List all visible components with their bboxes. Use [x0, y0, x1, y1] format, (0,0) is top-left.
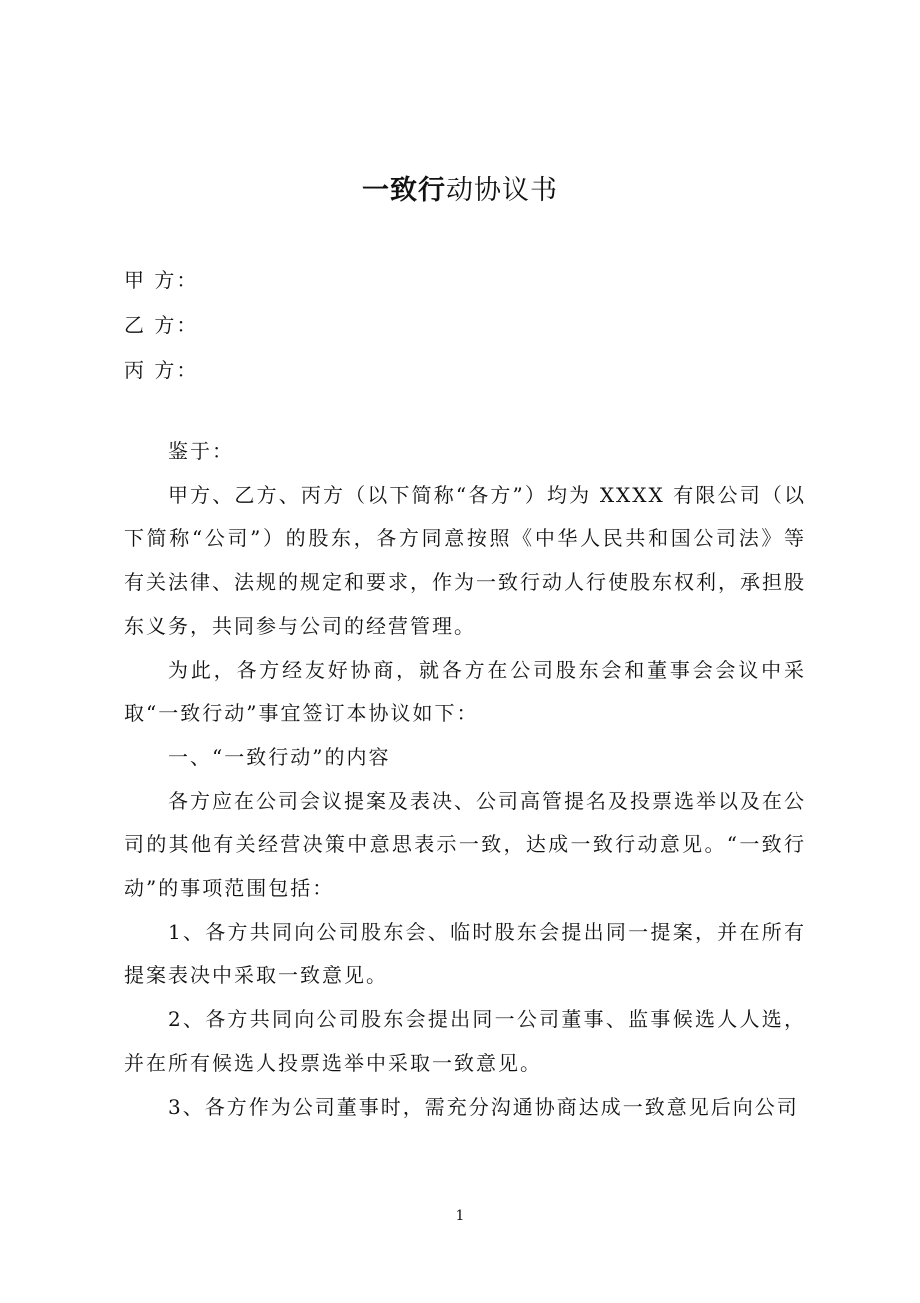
party-c-line: 丙 方：	[124, 358, 199, 382]
clause-3: 3、各方作为公司董事时，需充分沟通协商达成一致意见后向公司	[168, 1094, 799, 1119]
clause-2: 2、各方共同向公司股东会提出同一公司董事、监事候选人人选，并在所有候选人投票选举中采取一致意见。	[124, 1007, 806, 1075]
party-a-line: 甲 方：	[124, 268, 199, 292]
section-heading-1: 一、“一致行动”的内容	[168, 744, 391, 769]
paragraph-agreement-intro: 为此，各方经友好协商，就各方在公司股东会和董事会会议中采取“一致行动”事宜签订本协议如下：	[124, 657, 806, 726]
paragraph-scope: 各方应在公司会议提案及表决、公司高管提名及投票选举以及在公司的其他有关经营决策中意思表示一致，达成一致行动意见。“一致行动”的事项范围包括：	[124, 788, 806, 901]
document-title	[0, 168, 920, 207]
document-body	[124, 430, 806, 1129]
paragraph-whereas: 鉴于：	[168, 439, 234, 463]
title-bold-part: 一致行	[362, 175, 446, 206]
clause-1: 1、各方共同向公司股东会、临时股东会提出同一提案，并在所有提案表决中采取一致意见。	[124, 919, 806, 988]
paragraph-background: 甲方、乙方、丙方（以下简称“各方”）均为 XXXX 有限公司（以下简称“公司”）的股东，各方同意按照《中华人民共和国公司法》等有关法律、法规的规定和要求，作为一致行动人行使股东权利，承担股东义务，共同参与公司的经营管理。	[124, 482, 806, 638]
party-b-line: 乙 方：	[124, 313, 199, 337]
title-regular-part: 动协议书	[446, 175, 558, 206]
page-number: 1	[455, 1208, 465, 1224]
